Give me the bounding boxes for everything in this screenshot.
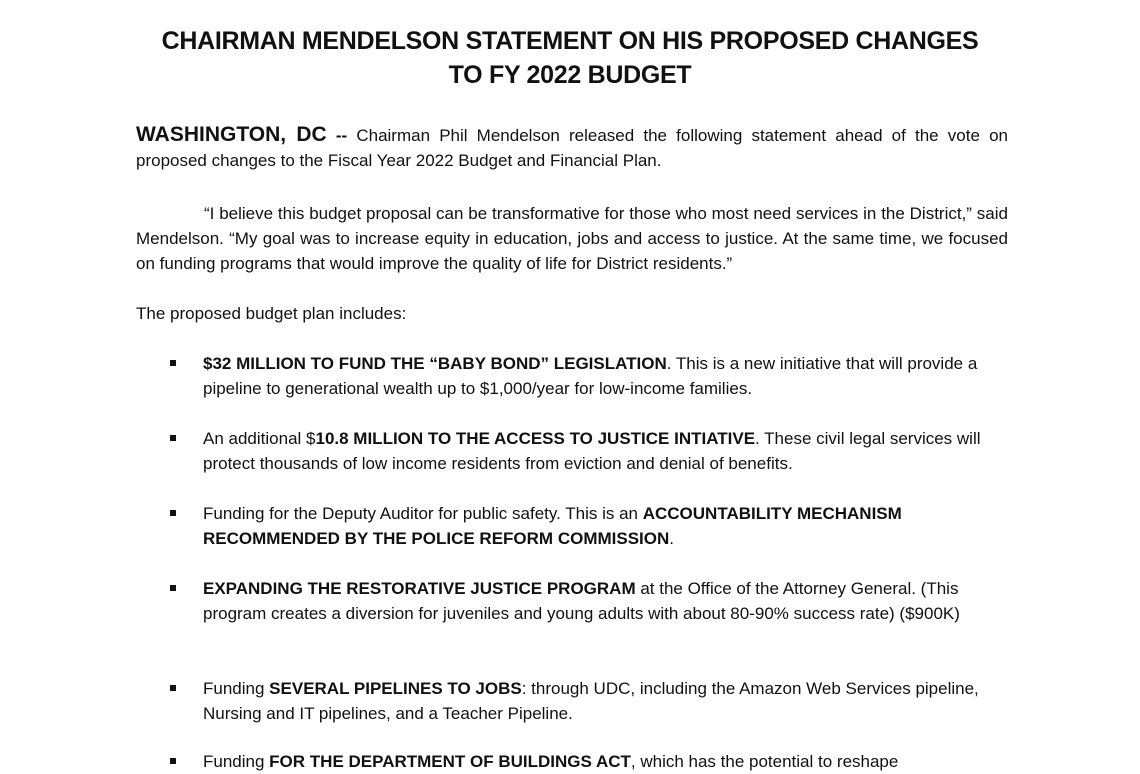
dateline-separator: -- [326, 126, 357, 145]
bullet-marker [170, 758, 176, 764]
bullet-text-pre: Funding [203, 752, 270, 771]
dateline: WASHINGTON, DC [136, 123, 327, 146]
quote-text: “I believe this budget proposal can be transformative for those who most need services in the District,” said Mendelson. “My goal was to increase equity in education, jobs and access to justice. At the same time, we focused on funding programs that would improve the quality of life for District residents.” [136, 204, 1008, 273]
bullet-text-bold: FOR THE DEPARTMENT OF BUILDINGS ACT [269, 752, 631, 771]
list-item [136, 576, 1008, 626]
list-item [136, 501, 1008, 551]
bullet-text-pre: Funding [203, 679, 270, 698]
bullet-text-post: . This is a new initiative that will provide a pipeline to generational wealth up to $1,000/year for low-income families. [203, 354, 978, 398]
bullet-text-pre: An additional $ [203, 429, 316, 448]
bullet-text-bold: 10.8 MILLION TO THE ACCESS TO JUSTICE INTIATIVE [315, 429, 756, 448]
bullet-text-bold: ACCOUNTABILITY MECHANISM RECOMMENDED BY THE POLICE REFORM COMMISSION [203, 504, 902, 548]
bullet-text-post: . These civil legal services will protect thousands of low income residents from eviction and denial of benefits. [203, 429, 981, 473]
list-item [136, 749, 1008, 774]
bullet-text-post: at the Office of the Attorney General. (This program creates a diversion for juveniles and young adults with about 80-90% success rate) ($900K) [203, 579, 960, 623]
bullet-text-bold: SEVERAL PIPELINES TO JOBS [269, 679, 522, 698]
bullet-text-post: , which has the potential to reshape [630, 752, 899, 771]
bullet-text-post: . [669, 529, 674, 548]
bullet-text-bold: $32 MILLION TO FUND THE “BABY BOND” LEGISLATION [203, 354, 667, 373]
title-line-1: CHAIRMAN MENDELSON STATEMENT ON HIS PROPOSED CHANGES [161, 27, 979, 55]
list-item [136, 676, 1008, 726]
bullet-marker [170, 510, 176, 516]
bullet-text-bold: EXPANDING THE RESTORATIVE JUSTICE PROGRAM [203, 579, 636, 598]
intro-text: Chairman Phil Mendelson released the following statement ahead of the vote on proposed changes to the Fiscal Year 2022 Budget and Financial Plan. [136, 126, 1008, 170]
bullet-marker [170, 685, 176, 691]
document-title [0, 24, 1140, 92]
bullet-marker [170, 360, 176, 366]
list-item [136, 426, 1008, 476]
bullet-text-post: : through UDC, including the Amazon Web Services pipeline, Nursing and IT pipelines, and a Teacher Pipeline. [203, 679, 979, 723]
list-item [136, 351, 1008, 401]
bullet-marker [170, 585, 176, 591]
bullet-text-pre: Funding for the Deputy Auditor for public safety. This is an [203, 504, 643, 523]
title-line-2: TO FY 2022 BUDGET [448, 61, 692, 89]
quote-paragraph [136, 201, 1008, 276]
list-intro: The proposed budget plan includes: [136, 304, 407, 323]
intro-paragraph [136, 122, 1008, 173]
bullet-marker [170, 435, 176, 441]
